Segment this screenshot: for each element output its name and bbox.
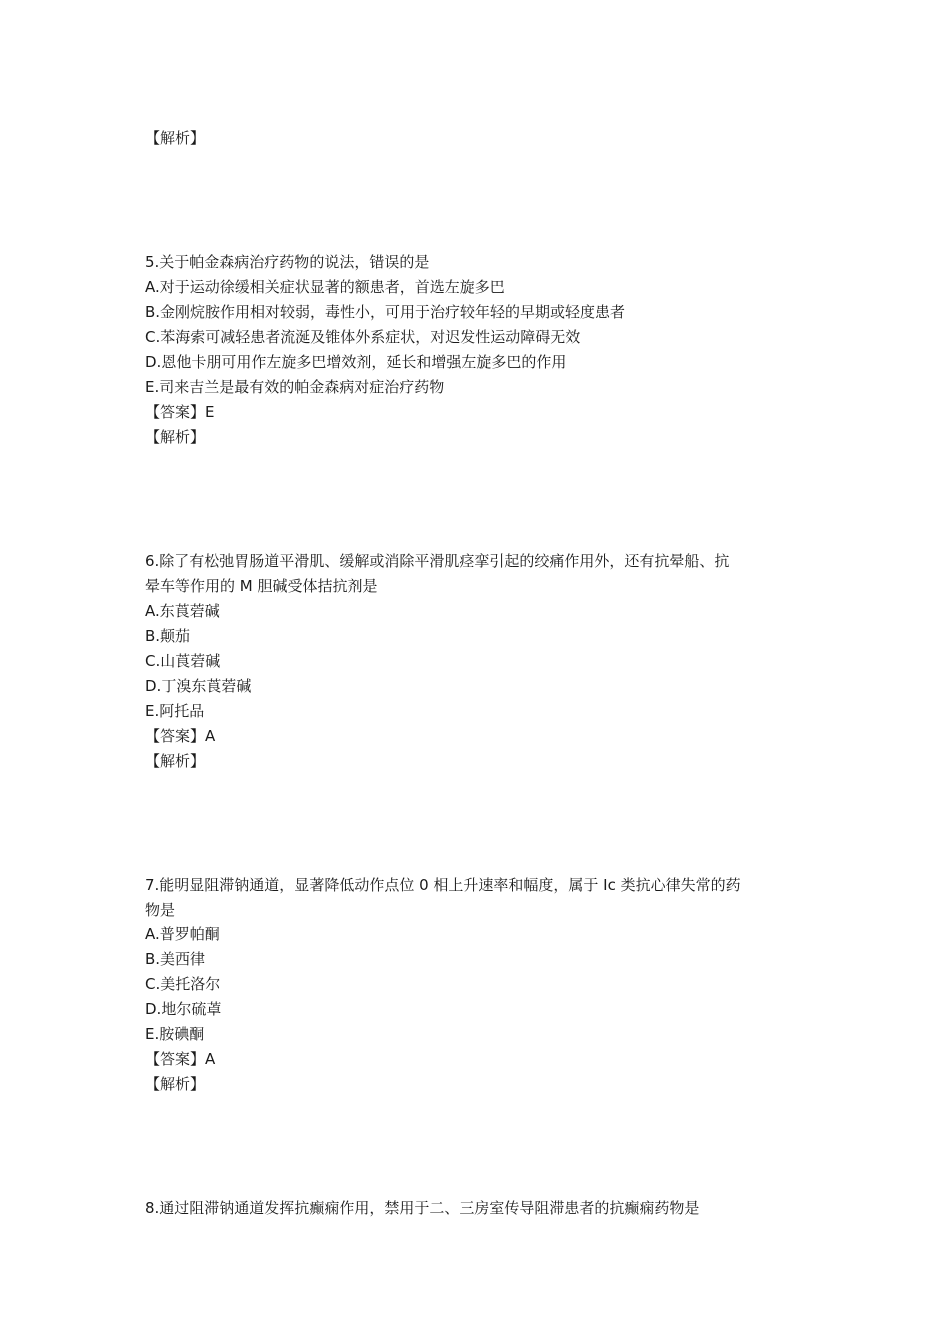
question-7-option-c: C.美托洛尔	[145, 975, 221, 993]
question-5-option-d: D.恩他卡朋可用作左旋多巴增效剂，延长和增强左旋多巴的作用	[145, 353, 567, 371]
question-6-option-a: A.东莨菪碱	[145, 602, 220, 620]
analysis-label: 【解析】	[145, 129, 206, 147]
question-7-analysis: 【解析】	[145, 1075, 206, 1093]
question-6-stem-cont: 晕车等作用的 M 胆碱受体拮抗剂是	[145, 577, 378, 595]
question-6-analysis: 【解析】	[145, 752, 206, 770]
question-6-option-d: D.丁溴东莨菪碱	[145, 677, 252, 695]
question-5-analysis: 【解析】	[145, 428, 206, 446]
question-7-stem: 7.能明显阻滞钠通道，显著降低动作点位 0 相上升速率和幅度，属于 Ic 类抗心律失常的药	[145, 876, 741, 894]
question-6-option-c: C.山莨菪碱	[145, 652, 221, 670]
question-6-answer: 【答案】A	[145, 727, 216, 745]
question-6-option-b: B.颠茄	[145, 627, 191, 645]
question-5-option-c: C.苯海索可减轻患者流涎及锥体外系症状，对迟发性运动障碍无效	[145, 328, 581, 346]
question-6-stem: 6.除了有松弛胃肠道平滑肌、缓解或消除平滑肌痉挛引起的绞痛作用外，还有抗晕船、抗	[145, 552, 730, 570]
question-7-option-b: B.美西律	[145, 950, 206, 968]
question-8-stem: 8.通过阻滞钠通道发挥抗癫痫作用，禁用于二、三房室传导阻滞患者的抗癫痫药物是	[145, 1199, 700, 1217]
question-7-option-a: A.普罗帕酮	[145, 925, 220, 943]
question-5-option-e: E.司来吉兰是最有效的帕金森病对症治疗药物	[145, 378, 445, 396]
question-5-option-b: B.金刚烷胺作用相对较弱，毒性小，可用于治疗较年轻的早期或轻度患者	[145, 303, 626, 321]
question-7-option-d: D.地尔硫䓬	[145, 1000, 222, 1018]
question-7-option-e: E.胺碘酮	[145, 1025, 205, 1043]
question-5-stem: 5.关于帕金森病治疗药物的说法，错误的是	[145, 253, 430, 271]
question-7-answer: 【答案】A	[145, 1050, 216, 1068]
question-7-stem-cont: 物是	[145, 901, 176, 919]
question-6-option-e: E.阿托品	[145, 702, 205, 720]
question-5-option-a: A.对于运动徐缓相关症状显著的额患者，首选左旋多巴	[145, 278, 505, 296]
question-5-answer: 【答案】E	[145, 403, 215, 421]
